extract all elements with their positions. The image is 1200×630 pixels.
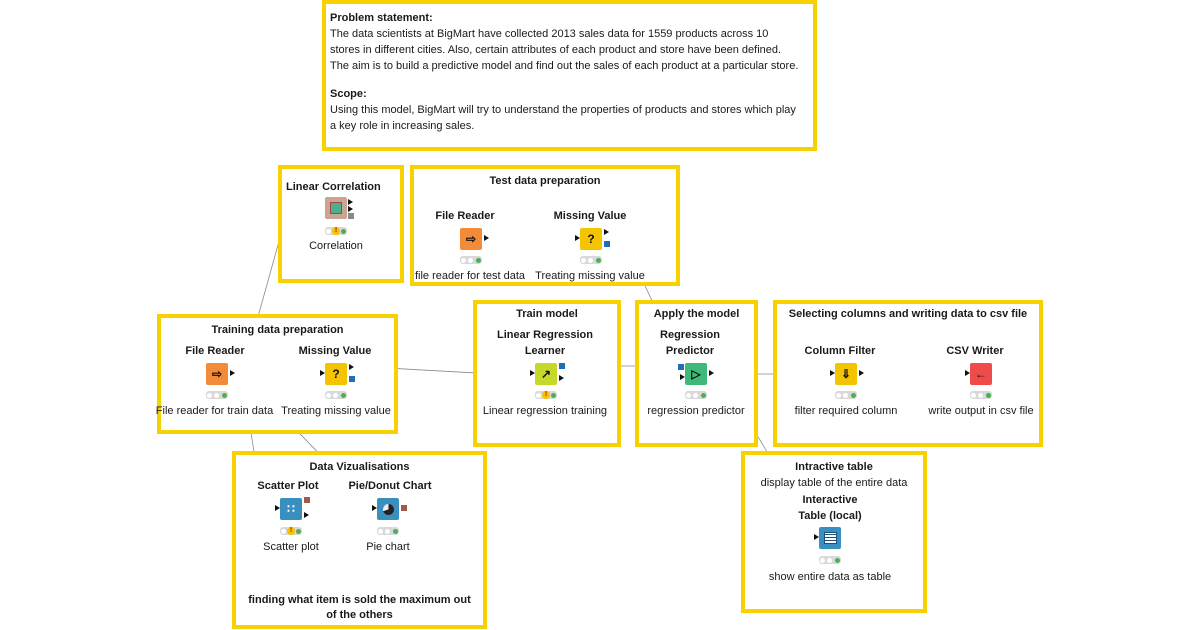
input-port[interactable] [830,370,835,376]
output-port[interactable] [604,241,610,247]
output-port[interactable] [401,505,407,511]
output-port[interactable] [859,370,864,376]
node-label: write output in csv file [928,405,1034,417]
predictor-icon[interactable]: ▷ [685,363,707,385]
node-label: Correlation [309,240,363,252]
node-name: Regression Predictor [660,329,720,357]
node-name: Missing Value [553,210,627,222]
output-port[interactable] [230,370,235,376]
scope-text: Using this model, BigMart will try to understand the properties of products and stores which play a key role in increasing sales. [330,104,796,132]
output-port[interactable] [304,497,310,503]
annotation-title: Test data preparation [489,175,601,187]
output-port[interactable] [304,512,309,518]
linear-correlation-annotation [278,165,404,283]
node-label: file reader for test data [414,270,526,282]
input-port[interactable] [575,235,580,241]
node-name: File Reader [435,210,495,222]
annotation-title: Train model [516,308,578,320]
learner-icon[interactable]: ↗ [535,363,557,385]
problem-text: The data scientists at BigMart have collected 2013 sales data for 1559 products across 10 stores in different cities. Also, certain attributes of each product and store have been defined. The aim is to build a predictive model and find out the sales of each product at a particular store. [330,28,799,72]
input-port[interactable] [965,370,970,376]
question-icon[interactable]: ? [325,363,347,385]
scope-heading: Scope: [330,88,367,100]
node-name: Linear Regression Learner [497,329,593,357]
warning-icon: ! [332,227,340,235]
output-port[interactable] [349,376,355,382]
node-name: Scatter Plot [257,480,319,492]
file-reader-icon[interactable]: ⇨ [206,363,228,385]
question-icon[interactable]: ? [580,228,602,250]
annotation-title: Apply the model [653,308,740,320]
input-port[interactable] [530,370,535,376]
file-reader-icon[interactable]: ⇨ [460,228,482,250]
warning-icon: ! [542,391,550,399]
filter-icon[interactable]: ⇓ [835,363,857,385]
test-prep-annotation [410,165,680,286]
node-status [819,556,841,564]
input-port[interactable] [680,374,685,380]
annotation-title: Intractive table [795,461,873,473]
node-label: filter required column [794,405,898,417]
node-label: Linear regression training [482,405,608,417]
node-label: File reader for train data [155,405,274,417]
node-status [460,256,482,264]
problem-text-block [330,10,800,134]
input-port[interactable] [814,534,819,540]
output-port[interactable] [559,375,564,381]
output-port[interactable] [349,364,354,370]
input-port[interactable] [678,364,684,370]
select-write-annotation [773,300,1043,447]
node-label: Pie chart [366,541,410,553]
node-name: File Reader [185,345,245,357]
node-status [325,391,347,399]
output-port[interactable] [484,235,489,241]
viz-footer: finding what item is sold the maximum out of the others [248,594,471,621]
csv-writer-icon[interactable]: ← [970,363,992,385]
input-port[interactable] [275,505,280,511]
node-label: show entire data as table [768,571,892,583]
annotation-title: Training data preparation [211,324,344,336]
scatter-icon[interactable]: ∷ [280,498,302,520]
node-name: Pie/Donut Chart [348,480,432,492]
node-label: regression predictor [647,405,745,417]
output-port[interactable] [604,229,609,235]
node-label: Treating missing value [535,270,645,282]
node-label: Treating missing value [281,405,391,417]
node-label: Scatter plot [263,541,319,553]
node-name: Column Filter [804,345,876,357]
table-icon[interactable] [819,527,841,549]
pie-icon[interactable] [377,498,399,520]
input-port[interactable] [372,505,377,511]
node-name: Interactive Table (local) [798,494,862,522]
node-status [206,391,228,399]
node-status [970,391,992,399]
input-port[interactable] [320,370,325,376]
problem-statement-annotation [322,0,817,151]
output-port[interactable] [348,206,353,212]
correlation-icon[interactable] [325,197,347,219]
output-port[interactable] [348,199,353,205]
annotation-subtitle: display table of the entire data [760,477,908,489]
output-port[interactable] [348,213,354,219]
node-status [685,391,707,399]
output-port[interactable] [709,370,714,376]
node-status [835,391,857,399]
annotation-title: Data Vizualisations [309,461,410,473]
node-status [377,527,399,535]
output-port[interactable] [559,363,565,369]
problem-heading: Problem statement: [330,12,433,24]
node-name: Missing Value [298,345,372,357]
annotation-title: Selecting columns and writing data to csv file [788,308,1028,320]
annotation-title: Linear Correlation [286,181,381,193]
node-name: CSV Writer [946,345,1004,357]
node-status [580,256,602,264]
warning-icon: ! [287,527,295,535]
